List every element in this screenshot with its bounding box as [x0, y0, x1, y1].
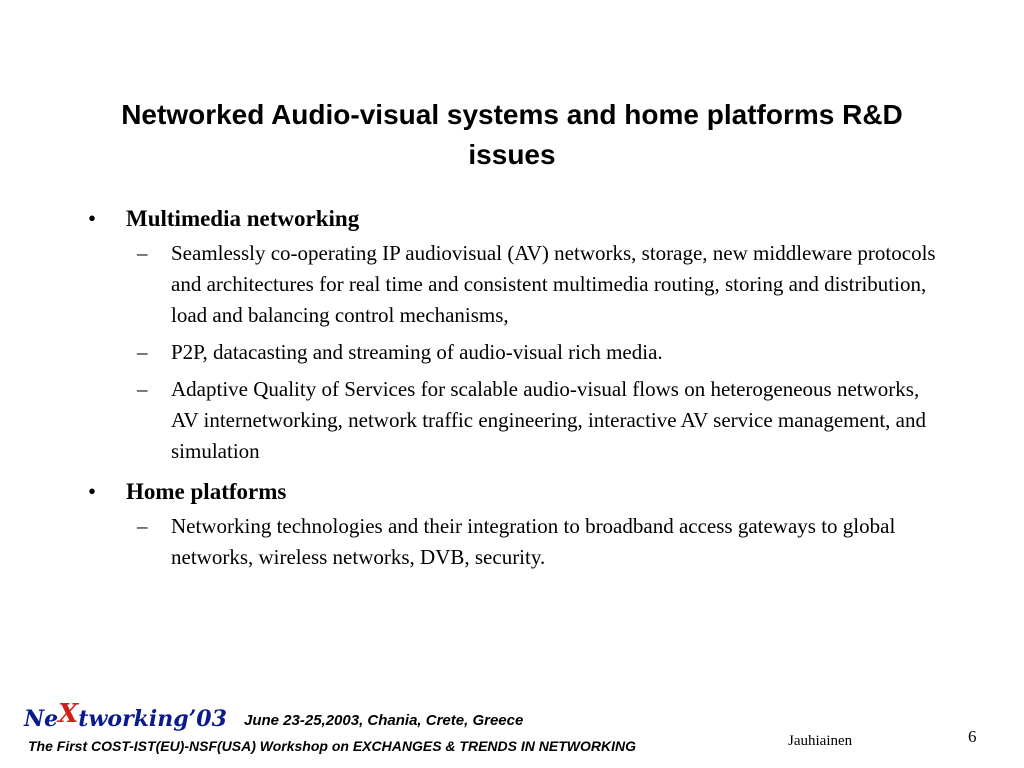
sub-item-text: Seamlessly co-operating IP audiovisual (AV) networks, storage, new middleware protocols and architectures for real time and consistent multimedia routing, storing and distribution, load and balancing control mechanisms, [171, 241, 936, 327]
footer-author: Jauhiainen [788, 733, 853, 749]
sub-item-text: P2P, datacasting and streaming of audio-visual rich media. [171, 340, 663, 364]
dash-icon: – [137, 241, 148, 265]
dash-icon: – [137, 340, 148, 364]
page-number: 6 [968, 727, 977, 746]
nextworking-logo [24, 699, 227, 733]
sub-item-text: Adaptive Quality of Services for scalable audio-visual flows on heterogeneous networks, AV internetworking, network traffic engineering, interactive AV service management, and simulation [171, 377, 926, 463]
dash-icon: – [137, 514, 148, 538]
bullet-dot-icon: • [88, 479, 97, 504]
logo-suffix: tworking’03 [78, 706, 227, 732]
bullet-dot-icon: • [88, 206, 97, 231]
bullet-heading: Multimedia networking [126, 206, 360, 231]
bullet-home-platforms [88, 477, 948, 507]
logo-x: X [58, 699, 79, 729]
sub-item [88, 337, 948, 368]
sub-item-text: Networking technologies and their integration to broadband access gateways to global networks, wireless networks, DVB, security. [171, 514, 896, 569]
footer-date-location: June 23-25,2003, Chania, Crete, Greece [244, 712, 524, 729]
bullet-multimedia-networking [88, 204, 948, 234]
slide-title: Networked Audio-visual systems and home platforms R&D issues [121, 99, 903, 170]
sub-item [88, 511, 948, 573]
logo-prefix: Ne [24, 706, 59, 732]
dash-icon: – [137, 377, 148, 401]
sub-item [88, 238, 948, 331]
bullet-heading: Home platforms [126, 479, 287, 504]
sub-item [88, 374, 948, 467]
footer-workshop-title: The First COST-IST(EU)-NSF(USA) Workshop on EXCHANGES & TRENDS IN NETWORKING [28, 738, 636, 754]
slide-content [88, 204, 948, 579]
